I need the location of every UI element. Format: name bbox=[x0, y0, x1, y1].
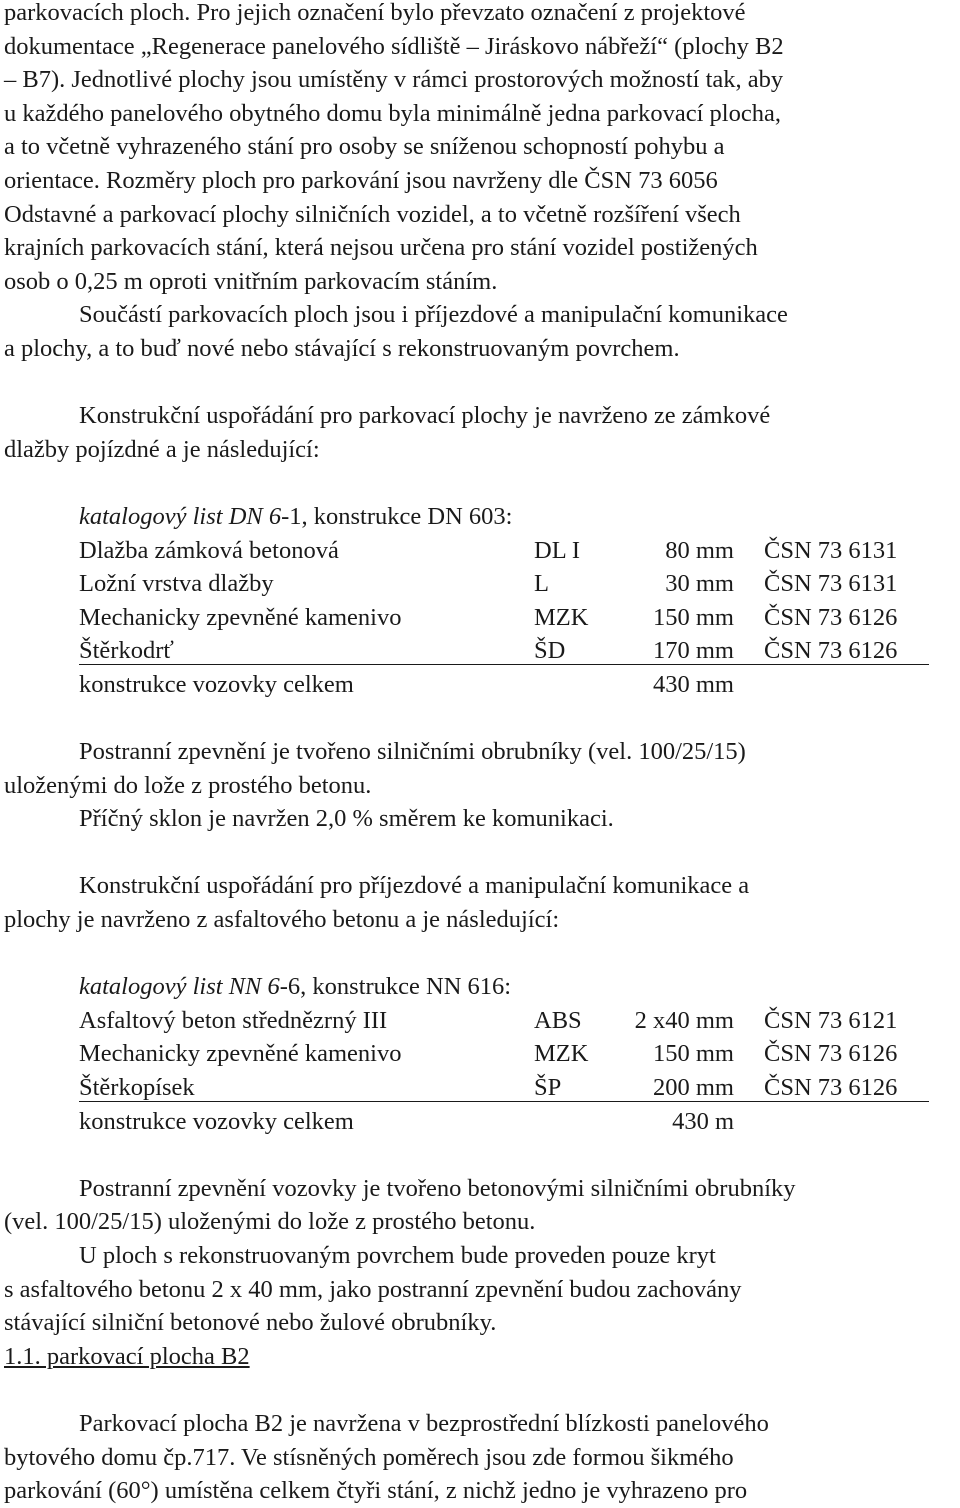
layer-name: Ložní vrstva dlažby bbox=[79, 570, 274, 598]
total-label: konstrukce vozovky celkem bbox=[79, 670, 354, 698]
layer-name: Asfaltový beton střednězrný III bbox=[79, 1006, 388, 1034]
document-page bbox=[4, 0, 956, 1508]
text-line: dlažby pojízdné a je následující: bbox=[4, 435, 320, 463]
text-line: Postranní zpevnění je tvořeno silničními obrubníky (vel. 100/25/15) bbox=[79, 738, 746, 766]
b2-paragraph bbox=[4, 1407, 956, 1508]
text-line: parkování (60°) umístěna celkem čtyři stání, z nichž jedno je vyhrazeno pro bbox=[4, 1477, 748, 1505]
layer-norm: ČSN 73 6126 bbox=[764, 1074, 898, 1101]
layer-code: ABS bbox=[534, 1006, 582, 1034]
text-line: Konstrukční uspořádání pro příjezdové a manipulační komunikace a bbox=[79, 872, 750, 900]
access-road-paragraph bbox=[4, 869, 956, 936]
text-line: uloženými do lože z prostého betonu. bbox=[4, 771, 372, 799]
text-line: Postranní zpevnění vozovky je tvořeno betonovými silničními obrubníky bbox=[79, 1174, 796, 1202]
layer-norm: ČSN 73 6126 bbox=[764, 603, 898, 631]
layer-norm: ČSN 73 6126 bbox=[764, 1040, 898, 1068]
asphalt-structure-table bbox=[79, 970, 929, 1138]
layer-code: ŠD bbox=[534, 637, 566, 665]
total-value: 430 mm bbox=[653, 670, 734, 698]
reconstruction-paragraph bbox=[4, 1239, 956, 1340]
layer-name: Mechanicky zpevněné kamenivo bbox=[79, 1040, 402, 1068]
pavement-paragraph bbox=[4, 399, 956, 466]
layer-thickness: 30 mm bbox=[665, 570, 734, 598]
layer-thickness: 200 mm bbox=[653, 1074, 734, 1101]
layer-thickness: 2 x40 mm bbox=[634, 1006, 734, 1034]
text-line: bytového domu čp.717. Ve stísněných poměrech jsou zde formou šikmého bbox=[4, 1443, 734, 1471]
layer-code: MZK bbox=[534, 1040, 589, 1068]
table-underline bbox=[79, 1101, 929, 1102]
intro-paragraph bbox=[4, 0, 956, 298]
text-line: parkovacích ploch. Pro jejich označení bylo převzato označení z projektové bbox=[4, 0, 746, 26]
layer-thickness: 80 mm bbox=[665, 536, 734, 564]
text-line: Konstrukční uspořádání pro parkovací plochy je navrženo ze zámkové bbox=[79, 402, 771, 430]
layer-name: Dlažba zámková betonová bbox=[79, 536, 339, 564]
table-total-row bbox=[79, 668, 929, 702]
text-line: dokumentace „Regenerace panelového sídliště – Jiráskovo nábřeží“ (plochy B2 bbox=[4, 32, 784, 60]
text-line: stávající silniční betonové nebo žulové obrubníky. bbox=[4, 1309, 497, 1337]
catalog-reference: katalogový list DN 6-1, konstrukce DN 603: bbox=[79, 502, 513, 530]
layer-code: MZK bbox=[534, 603, 589, 631]
text-line: Odstavné a parkovací plochy silničních vozidel, a to včetně rozšíření všech bbox=[4, 200, 741, 228]
layer-code: DL I bbox=[534, 536, 581, 564]
table-row bbox=[79, 534, 929, 568]
text-line: U ploch s rekonstruovaným povrchem bude proveden pouze kryt bbox=[79, 1241, 716, 1269]
table-total-row bbox=[79, 1105, 929, 1139]
layer-code: L bbox=[534, 570, 549, 598]
text-line: krajních parkovacích stání, která nejsou určena pro stání vozidel postižených bbox=[4, 234, 758, 262]
text-line: Příčný sklon je navržen 2,0 % směrem ke komunikaci. bbox=[79, 805, 614, 833]
parking-components-paragraph bbox=[4, 298, 956, 365]
layer-norm: ČSN 73 6126 bbox=[764, 637, 898, 665]
table-row bbox=[79, 601, 929, 635]
text-line: s asfaltového betonu 2 x 40 mm, jako postranní zpevnění budou zachovány bbox=[4, 1275, 742, 1303]
layer-norm: ČSN 73 6131 bbox=[764, 570, 898, 598]
layer-norm: ČSN 73 6131 bbox=[764, 536, 898, 564]
text-line: (vel. 100/25/15) uloženými do lože z prostého betonu. bbox=[4, 1208, 536, 1236]
layer-name: Štěrkopísek bbox=[79, 1074, 195, 1101]
table-row bbox=[79, 1004, 929, 1038]
total-value: 430 m bbox=[672, 1107, 734, 1135]
curbs-paragraph bbox=[4, 735, 956, 836]
table-row bbox=[79, 1037, 929, 1071]
text-line: plochy je navrženo z asfaltového betonu a je následující: bbox=[4, 906, 560, 934]
section-heading: 1.1. parkovací plocha B2 bbox=[4, 1342, 250, 1370]
text-line: a plochy, a to buď nové nebo stávající s rekonstruovaným povrchem. bbox=[4, 334, 680, 362]
layer-norm: ČSN 73 6121 bbox=[764, 1006, 898, 1034]
text-line: orientace. Rozměry ploch pro parkování jsou navrženy dle ČSN 73 6056 bbox=[4, 166, 718, 194]
text-line: osob o 0,25 m oproti vnitřním parkovacím stáním. bbox=[4, 267, 498, 295]
catalog-reference: katalogový list NN 6-6, konstrukce NN 616: bbox=[79, 973, 512, 1001]
text-line: Parkovací plocha B2 je navržena v bezprostřední blízkosti panelového bbox=[79, 1409, 769, 1437]
table-row bbox=[79, 1071, 929, 1105]
layer-code: ŠP bbox=[534, 1074, 562, 1101]
text-line: u každého panelového obytného domu byla minimálně jedna parkovací plocha, bbox=[4, 99, 781, 127]
text-line: a to včetně vyhrazeného stání pro osoby se sníženou schopností pohybu a bbox=[4, 133, 725, 161]
layer-name: Štěrkodrť bbox=[79, 637, 174, 665]
table-row bbox=[79, 634, 929, 668]
text-line: – B7). Jednotlivé plochy jsou umístěny v rámci prostorových možností tak, aby bbox=[4, 66, 784, 94]
total-label: konstrukce vozovky celkem bbox=[79, 1107, 354, 1135]
curbs-asphalt-paragraph bbox=[4, 1172, 956, 1239]
layer-thickness: 150 mm bbox=[653, 1040, 734, 1068]
layer-thickness: 150 mm bbox=[653, 603, 734, 631]
pavement-structure-table bbox=[79, 500, 929, 702]
text-line: Součástí parkovacích ploch jsou i příjezdové a manipulační komunikace bbox=[79, 301, 788, 329]
table-underline bbox=[79, 664, 929, 665]
layer-thickness: 170 mm bbox=[653, 637, 734, 665]
layer-name: Mechanicky zpevněné kamenivo bbox=[79, 603, 402, 631]
table-row bbox=[79, 567, 929, 601]
